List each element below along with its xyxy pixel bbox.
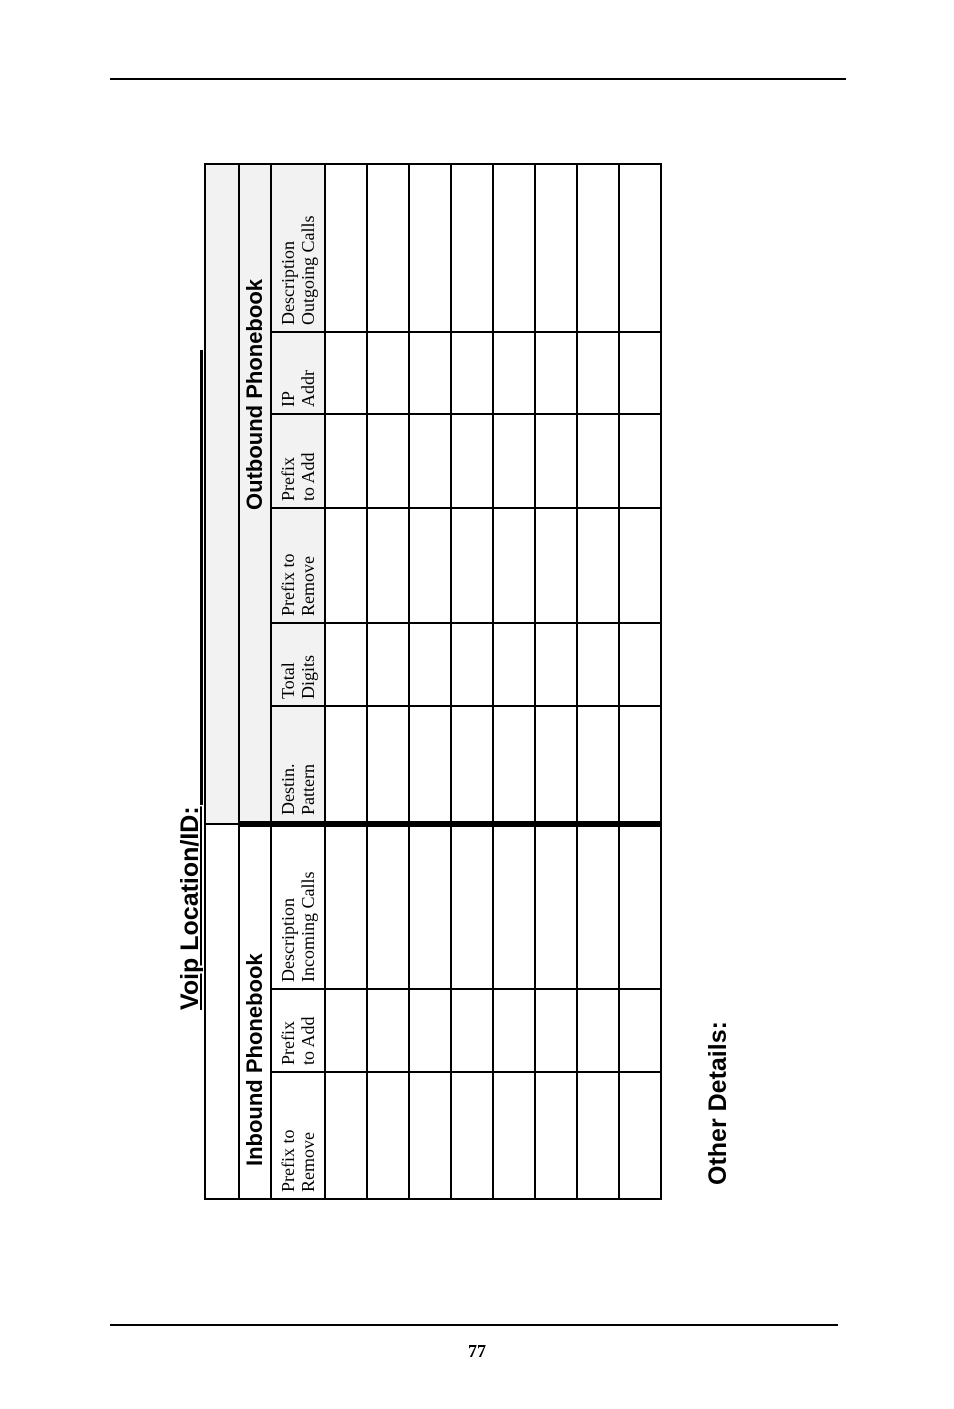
entry-cell[interactable] (535, 414, 577, 508)
top-rule (110, 78, 846, 80)
entry-cell[interactable] (493, 706, 535, 824)
inbound-top-cell (205, 824, 239, 1199)
entry-cell[interactable] (325, 332, 367, 414)
entry-cell[interactable] (451, 332, 493, 414)
voip-location-label: Voip Location/ID: (176, 806, 204, 1010)
entry-cell[interactable] (619, 824, 661, 989)
entry-cell[interactable] (367, 164, 409, 332)
entry-cell[interactable] (535, 1072, 577, 1199)
entry-cell[interactable] (367, 508, 409, 623)
outbound-top-cell (205, 164, 239, 824)
entry-cell[interactable] (451, 824, 493, 989)
entry-cell[interactable] (367, 414, 409, 508)
outbound-phonebook-header: Outbound Phonebook (239, 164, 271, 824)
entry-cell[interactable] (325, 414, 367, 508)
data-rows (325, 164, 661, 1199)
entry-cell[interactable] (325, 1072, 367, 1199)
entry-cell[interactable] (493, 508, 535, 623)
entry-cell[interactable] (619, 164, 661, 332)
entry-cell[interactable] (325, 508, 367, 623)
entry-cell[interactable] (367, 706, 409, 824)
page-number: 77 (468, 1341, 486, 1361)
col-header-inbound-description: Description Incoming Calls (271, 824, 325, 989)
entry-cell[interactable] (451, 1072, 493, 1199)
col-header-outbound-prefix-add: Prefix to Add (271, 414, 325, 508)
col-header-inbound-prefix-add: Prefix to Add (271, 989, 325, 1072)
table-row (325, 164, 367, 1199)
bottom-rule (110, 1324, 838, 1326)
entry-cell[interactable] (367, 824, 409, 989)
entry-cell[interactable] (619, 989, 661, 1072)
entry-cell[interactable] (325, 706, 367, 824)
table-row (577, 164, 619, 1199)
col-header-total-digits: Total Digits (271, 623, 325, 706)
column-headers (271, 164, 325, 1199)
col-header-inbound-prefix-remove: Prefix to Remove (271, 1072, 325, 1199)
entry-cell[interactable] (493, 1072, 535, 1199)
entry-cell[interactable] (535, 706, 577, 824)
entry-cell[interactable] (619, 332, 661, 414)
entry-cell[interactable] (409, 706, 451, 824)
entry-cell[interactable] (409, 414, 451, 508)
entry-cell[interactable] (367, 1072, 409, 1199)
inbound-phonebook-header: Inbound Phonebook (239, 824, 271, 1199)
table-row (619, 164, 661, 1199)
entry-cell[interactable] (451, 414, 493, 508)
entry-cell[interactable] (535, 508, 577, 623)
entry-cell[interactable] (409, 164, 451, 332)
entry-cell[interactable] (577, 989, 619, 1072)
table-row (367, 164, 409, 1199)
entry-cell[interactable] (325, 623, 367, 706)
entry-cell[interactable] (367, 623, 409, 706)
entry-cell[interactable] (577, 164, 619, 332)
other-details-label: Other Details: (704, 1021, 732, 1185)
voip-location-fill-line[interactable] (200, 350, 203, 805)
entry-cell[interactable] (493, 989, 535, 1072)
entry-cell[interactable] (535, 164, 577, 332)
table-row (493, 164, 535, 1199)
entry-cell[interactable] (409, 623, 451, 706)
entry-cell[interactable] (619, 508, 661, 623)
entry-cell[interactable] (577, 508, 619, 623)
entry-cell[interactable] (409, 824, 451, 989)
col-header-destin-pattern: Destin. Pattern (271, 706, 325, 824)
entry-cell[interactable] (577, 1072, 619, 1199)
entry-cell[interactable] (535, 824, 577, 989)
entry-cell[interactable] (409, 508, 451, 623)
entry-cell[interactable] (451, 508, 493, 623)
entry-cell[interactable] (367, 332, 409, 414)
entry-cell[interactable] (577, 824, 619, 989)
entry-cell[interactable] (619, 414, 661, 508)
entry-cell[interactable] (367, 989, 409, 1072)
col-header-outbound-prefix-remove: Prefix to Remove (271, 508, 325, 623)
phonebook-table (204, 163, 662, 1200)
entry-cell[interactable] (325, 164, 367, 332)
entry-cell[interactable] (577, 706, 619, 824)
entry-cell[interactable] (577, 414, 619, 508)
entry-cell[interactable] (493, 332, 535, 414)
table-row (409, 164, 451, 1199)
col-header-outbound-description: Description Outgoing Calls (271, 164, 325, 332)
col-header-ip-addr: IP Addr (271, 332, 325, 414)
entry-cell[interactable] (493, 414, 535, 508)
entry-cell[interactable] (619, 1072, 661, 1199)
entry-cell[interactable] (451, 164, 493, 332)
entry-cell[interactable] (535, 623, 577, 706)
entry-cell[interactable] (325, 989, 367, 1072)
entry-cell[interactable] (409, 332, 451, 414)
entry-cell[interactable] (577, 332, 619, 414)
entry-cell[interactable] (493, 623, 535, 706)
entry-cell[interactable] (451, 706, 493, 824)
entry-cell[interactable] (535, 989, 577, 1072)
table-row (451, 164, 493, 1199)
entry-cell[interactable] (619, 706, 661, 824)
entry-cell[interactable] (451, 989, 493, 1072)
entry-cell[interactable] (409, 1072, 451, 1199)
entry-cell[interactable] (535, 332, 577, 414)
entry-cell[interactable] (619, 623, 661, 706)
entry-cell[interactable] (325, 824, 367, 989)
entry-cell[interactable] (493, 824, 535, 989)
voip-phonebook-form (176, 165, 776, 1200)
entry-cell[interactable] (451, 623, 493, 706)
entry-cell[interactable] (409, 989, 451, 1072)
table-row (535, 164, 577, 1199)
entry-cell[interactable] (577, 623, 619, 706)
entry-cell[interactable] (493, 164, 535, 332)
